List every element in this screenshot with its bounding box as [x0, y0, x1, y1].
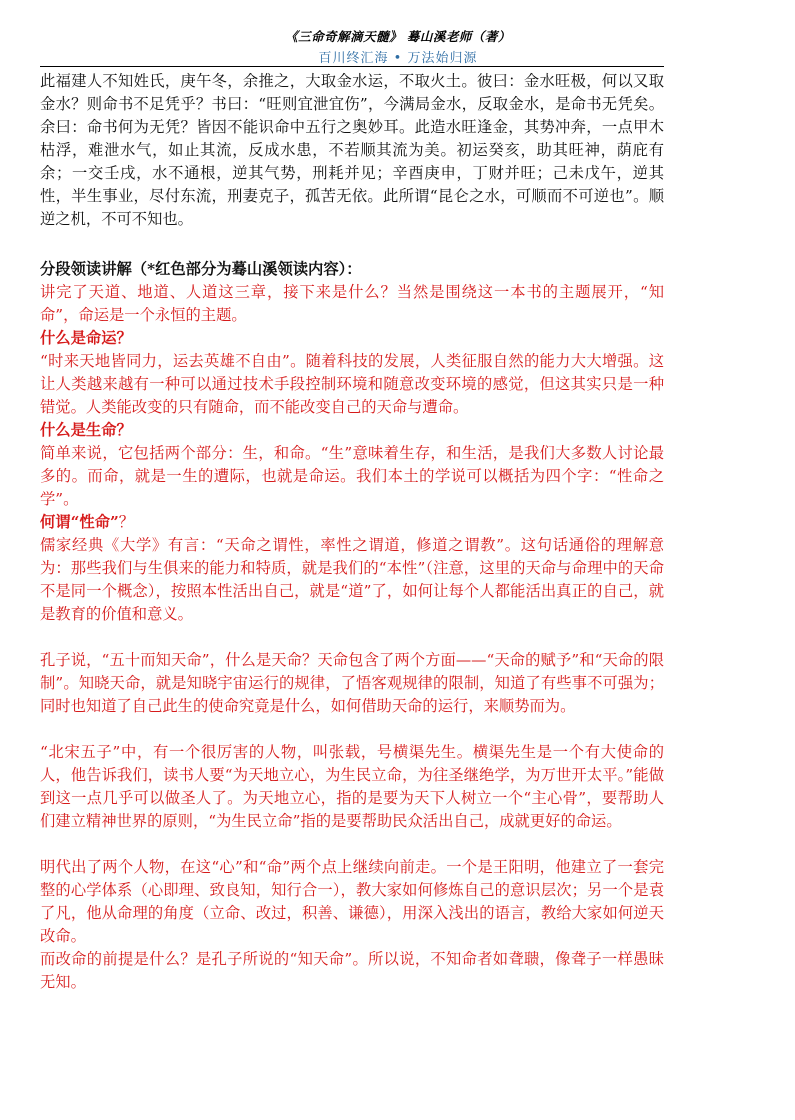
header-title: 《三命奇解滴天髓》 蓦山溪老师（著） — [285, 29, 511, 44]
heading-what-is-life: 什么是生命？ — [40, 421, 132, 439]
document-body — [40, 70, 664, 994]
heading-xingming-text: 何谓“性命” — [40, 513, 119, 531]
classic-text-paragraph: 此福建人不知姓氏，庚午冬，余推之，大取金水运，不取火土。彼曰：金水旺极，何以又取金水？则命书不足凭乎？书曰：“旺则宜泄宜伤”，今满局金水，反取金水，是命书无凭矣。余曰：命书何为无凭？皆因不能识命中五行之奥妙耳。此造水旺逢金，其势冲奔，一点甲木枯浮，难泄水气，如止其流，反成水患，不若顺其流为美。初运癸亥，助其旺神，荫庇有余；一交壬戌，水不通根，逆其气势，刑耗并见；辛酉庚申，丁财并旺；己未戊午，逆其性，半生事业，尽付东流，刑妻克子，孤苦无依。此所谓“昆仑之水，可顺而不可逆也”。顺逆之机，不可不知也。 — [40, 72, 664, 228]
commentary-life: 简单来说，它包括两个部分：生，和命。“生”意味着生存，和生活，是我们大多数人讨论最多的。而命，就是一生的遭际，也就是命运。我们本土的学说可以概括为四个字：“性命之学”。 — [40, 444, 664, 508]
commentary-daxue: 儒家经典《大学》有言：“天命之谓性，率性之谓道，修道之谓教”。这句话通俗的理解意为：那些我们与生俱来的能力和特质，就是我们的“本性”（注意，这里的天命与命理中的天命不是同一个概念），按照本性活出自己，就是“道”了，如何让每个人都能活出真正的自己，就是教育的价值和意义。 — [40, 536, 664, 623]
commentary-zhitianming: 而改命的前提是什么？是孔子所说的“知天命”。所以说，不知命者如聋聩，像聋子一样愚昧无知。 — [40, 950, 664, 991]
commentary-confucius: 孔子说，“五十而知天命”，什么是天命？天命包含了两个方面——“天命的赋予”和“天命的限制”。知晓天命，就是知晓宇宙运行的规律，了悟客观规律的限制，知道了有些事不可强为；同时也知道了自己此生的使命究竟是什么，如何借助天命的运行，来顺势而为。 — [40, 651, 664, 715]
heading-xingming-mark: ？ — [118, 513, 135, 531]
header-divider — [40, 66, 664, 67]
commentary-fate: “时来天地皆同力，运去英雄不自由”。随着科技的发展，人类征服自然的能力大大增强。这让人类越来越有一种可以通过技术手段控制环境和随意改变环境的感觉，但这其实只是一种错觉。人类能改变的只有随命，而不能改变自己的天命与遭命。 — [40, 352, 664, 416]
section-title: 分段领读讲解（*红色部分为蓦山溪领读内容）： — [40, 260, 362, 278]
commentary-intro: 讲完了天道、地道、人道这三章，接下来是什么？当然是围绕这一本书的主题展开，“知命”，命运是一个永恒的主题。 — [40, 283, 664, 324]
header-subtitle: 百川终汇海 • 万法始归源 — [318, 51, 478, 66]
heading-what-is-fate: 什么是命运？ — [40, 329, 132, 347]
commentary-ming-dynasty: 明代出了两个人物，在这“心”和“命”两个点上继续向前走。一个是王阳明，他建立了一套完整的心学体系（心即理、致良知，知行合一），教大家如何修炼自己的意识层次；另一个是袁了凡，他从命理的角度（立命、改过，积善、谦德），用深入浅出的语言，教给大家如何逆天改命。 — [40, 858, 664, 945]
commentary-zhangzai: “北宋五子”中，有一个很厉害的人物，叫张载，号横渠先生。横渠先生是一个有大使命的人，他告诉我们，读书人要“为天地立心，为生民立命，为往圣继绝学，为万世开太平。”能做到这一点几乎可以做圣人了。为天地立心，指的是要为天下人树立一个“主心骨”，要帮助人们建立精神世界的原则，“为生民立命”指的是要帮助民众活出自己，成就更好的命运。 — [40, 743, 664, 830]
heading-xingming — [40, 511, 664, 534]
